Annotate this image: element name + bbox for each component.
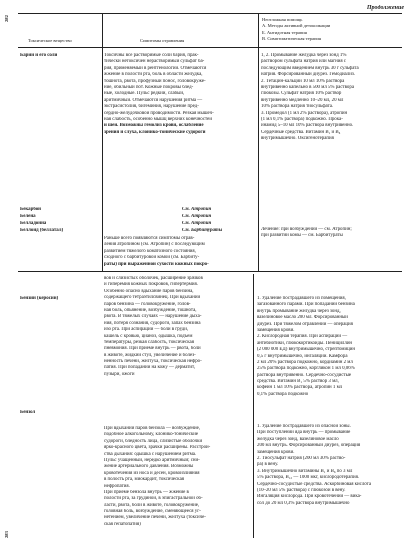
text-line: сол до 20 мл 0,3% раствора внутримышечно <box>257 500 350 506</box>
text-line: развитием тяжелого коматозного состояния, <box>104 248 196 254</box>
text-line: ра) в вену. <box>257 462 279 468</box>
text-line: рия, применяемый в рентгенологии. Отмечаются <box>104 65 207 71</box>
text-line: Особенно опасно вдыхание паров бензина, <box>104 288 194 294</box>
text-line: 1, 2. Промывание желудка через зонд 1% <box>261 53 347 58</box>
text-line: содержащего тетраэтилсвинец. При вдыхании <box>104 295 201 301</box>
column-divider-1 <box>102 13 103 271</box>
text-line: ления атропином (см. Атропин) с последующим <box>104 242 205 248</box>
text-line: 25% раствора подкожно, коргликон 1 мл 0,06% <box>257 366 355 372</box>
text-line: головная боль, возбуждение, сменяющееся уг- <box>104 509 201 515</box>
text-line: нетением, увеличение печени, желтуха (токсиче- <box>104 515 206 521</box>
text-line: кровотечения из носа и десен, кровоизлияния <box>104 470 200 476</box>
text-line: (2 000 000 ЕД) внутримышечно, стрептомицин <box>257 347 355 353</box>
text-line: температуры, резкая слабость, токсическая <box>104 339 194 345</box>
text-line: Сердечные средства. Витамин B₁ и B₆ <box>261 129 341 135</box>
text-line: ные, холодные. Пульс редкий, слабый, <box>104 91 185 97</box>
header-treatment-item: В. Симптоматическая терапия <box>262 36 321 42</box>
text-line: жжение в полости рта, боль в области желудка, <box>104 72 203 78</box>
treatment-text <box>261 53 403 142</box>
text-line: аритмичный. Отмечаются нарушения ритма — <box>104 97 203 103</box>
text-line: в животе, жидкий стул, увеличение и болез- <box>104 352 196 358</box>
text-line: Токсичны все растворимые соли бария, прак- <box>104 53 199 58</box>
text-line: При приеме бензола внутрь — жжение в <box>104 489 189 495</box>
header-bottom-rule <box>18 47 402 48</box>
text-line: раствора внутривенно. Сердечно-сосудистые <box>257 372 352 378</box>
text-line: ние, обильный пот. Кожные покровы блед- <box>104 84 194 90</box>
see-reference: См. Атропин <box>182 221 212 226</box>
text-line: нефропатия. <box>104 483 130 489</box>
text-line: средства. Витамин B₁ 5% раствор 3 мл, <box>257 379 339 385</box>
text-line: 2. Тетацин-кальций 10 мл 10% раствора <box>261 78 345 84</box>
text-line: тошнота, рвота, профузный понос, головокруже- <box>104 78 206 84</box>
text-line: жение артериального давления. Возможны <box>104 464 194 470</box>
text-line: паров бензина — головокружение, голов- <box>104 301 191 307</box>
text-line: инамид 5–10 мл 10% раствора внутривенно. <box>261 123 354 129</box>
text-line: вов и слизистых оболочек, расширение зрачков <box>104 276 203 281</box>
text-line: 3. Промедол (1 мл 2% раствора), атропин <box>261 110 348 116</box>
text-line: раты) при выраженной сухости кожных покро- <box>104 261 209 267</box>
text-line: замещения крови. <box>257 449 295 455</box>
substance-name: Белладонна <box>20 221 47 226</box>
text-line: ная боль, опьянение, возбуждение, тошнота, <box>104 307 197 313</box>
text-line: внутримышечно. Оксигенотерапия <box>261 136 334 142</box>
text-line: 2. Тиосульфат натрия (200 мл 30% раство- <box>257 455 346 461</box>
substance-name: Бензин (керосин) <box>20 296 59 301</box>
header-treatment-item: Б. Антидотная терапия <box>262 29 307 35</box>
text-line: Сердечно-сосудистые средства. Аскорбиновая кислота <box>257 481 372 487</box>
text-line: сходного с барбитуровой комой (см. Барбиту- <box>104 255 200 261</box>
substance-name: Барий и его соли <box>20 53 58 58</box>
text-line: подобное алкогольному, клонико-тонические <box>104 432 199 438</box>
text-line: 1. Удаление пострадавшего из помещения, <box>257 296 346 301</box>
text-line: 0,1% раствора подкожно <box>257 391 309 397</box>
text-line: ская гепатопатия) <box>104 521 141 527</box>
substance-name: Белена <box>20 214 36 219</box>
text-line: при развитии комы — см. Барбитураты <box>261 233 343 239</box>
text-line: кашель с кровью, цианоз, одышка, подъем <box>104 333 193 339</box>
text-line: и гиперемия кожных покровов, гипертермия. <box>104 282 198 288</box>
text-line: ненность печени, желтуха, токсическая нефро- <box>104 359 202 365</box>
text-line: последующим введением внутрь 30 г сульфата <box>261 65 359 71</box>
text-line: 2 мл 20% раствора подкожно, кордиамин 2 мл <box>257 359 353 365</box>
text-line: ния, потеря сознания, судороги, запах бензина <box>104 320 201 326</box>
see-reference: См. Барбитураты <box>182 228 223 233</box>
text-line: кофеин 1 мл 10% раствора, атропин 1 мл <box>257 385 343 391</box>
substance-name: Бекарбон <box>20 207 41 212</box>
text-line: изо рта. При аспирации — боли в груди, <box>104 327 189 333</box>
section-separator <box>18 271 402 272</box>
text-line: внутривенно капельно в 500 мл 5% раствора <box>261 84 354 90</box>
header-symptoms: Симптомы отравления <box>140 38 185 43</box>
text-line: и шеи. Возможны гемолиз крови, ослабление <box>104 123 204 129</box>
text-line: диурез. При тяжелом отравлении — операция <box>257 321 353 327</box>
text-line: раствором сульфата натрия или магния с <box>261 59 346 65</box>
symptoms-text <box>104 53 256 136</box>
text-line: 5% раствора, B₁₂ — 1000 мкг, кислородотерапия. <box>257 475 360 481</box>
running-head: Продолжение <box>366 5 404 11</box>
text-line: Пульс учащенный, нередко аритмичный; сни- <box>104 457 200 463</box>
text-line: ства дыхания: одышка с нарушением ритма. <box>104 451 197 457</box>
text-line: 3. Внутримышечно витамины B₁ и B₆ по 3 мл <box>257 468 353 474</box>
text-line: экстрасистолия, бигеминия, нарушение пред- <box>104 104 199 110</box>
text-line: (10–20 мл 5% раствора) с глюкозой в вену. <box>257 487 346 493</box>
text-line: сердно-желудочковой проводимости. Резкая мышеч- <box>104 110 214 116</box>
see-reference: См. Атропин <box>182 214 212 219</box>
text-line: Лечение: при возбуждении — см. Атропин; <box>261 227 352 232</box>
header-treatment-item: A. Методы активной детоксикации <box>262 23 331 29</box>
header-substance: Токсическое вещество <box>28 38 72 43</box>
benzol-symptoms <box>104 426 250 528</box>
belloid-treatment <box>261 227 403 240</box>
text-line: судороги, бледность лица, слизистые оболочки <box>104 438 203 444</box>
text-line: рвота. В тяжелых случаях — нарушение дыха- <box>104 314 202 320</box>
text-line: Ингаляция кислорода. При кровотечении — вика- <box>257 494 362 500</box>
benzol-treatment <box>257 424 403 507</box>
text-line: загазованного парами. При попадании бензина <box>257 302 355 308</box>
text-line: внутривенно медленно 10–20 мл, 20 мл <box>261 97 344 103</box>
page-number-top: 282 <box>4 15 9 22</box>
text-line: Раньше всего появляются симптомы отрав- <box>104 236 195 241</box>
text-line: полости рта, за грудиной, в эпигастральной об- <box>104 496 203 502</box>
text-line: (1 мл 0,1% раствора) подкожно. Прока- <box>261 116 343 122</box>
text-line: замещения крови. <box>257 327 295 333</box>
text-line: в полость рта, миокардит, токсическая <box>104 477 185 483</box>
text-line: пузыри, ожоги <box>104 371 135 377</box>
text-line: ярко-красного цвета, зрачки расширены. Расстрой- <box>104 445 211 451</box>
text-line: внутрь промывание желудка через зонд, <box>257 308 341 314</box>
benzin-treatment <box>257 296 403 398</box>
header-treatment-title: Неотложная помощь <box>262 17 303 22</box>
text-line: вазелиновое масло 200 мл. Форсированный <box>257 315 348 321</box>
benzin-symptoms <box>104 276 250 378</box>
text-line: 10% раствора натрия тиосульфата. <box>261 104 334 110</box>
table-top-rule <box>18 13 402 14</box>
column-divider-2 <box>258 13 259 271</box>
text-line: 0,5 г внутримышечно, ингаляции. Камфора <box>257 353 348 359</box>
belloid-symptoms <box>104 236 256 268</box>
text-line: 1. Удаление пострадавшего из опасной зоны. <box>257 424 351 429</box>
text-line: 2. Кислородная терапия. При аспирации — <box>257 334 348 340</box>
substance-name: Беллоид (беллатал) <box>20 228 64 233</box>
header-treatment <box>262 17 330 43</box>
text-line: пневмония. При приеме внутрь — рвота, боли <box>104 346 201 352</box>
text-line: тически нетоксичен нерастворимый сульфат ба- <box>104 59 205 65</box>
text-line: натрия. Форсированный диурез. Гемодиализ. <box>261 72 355 78</box>
page-number-bottom: 283 <box>4 531 9 538</box>
column-divider-lower <box>253 274 254 538</box>
text-line: патия. При попадании на кожу — дерматит, <box>104 365 196 371</box>
text-line: При поступлении яда внутрь — промывание <box>257 430 351 436</box>
text-line: антибиотики, глюкокортикоиды. Пенициллин <box>257 340 353 346</box>
text-line: желудка через зонд, вазелиновое масло <box>257 436 339 442</box>
text-line: ная слабость, особенно мышц верхних конечностей <box>104 116 212 122</box>
see-reference: См. Атропин <box>182 207 212 212</box>
text-line: зрения и слуха, клонико-тонические судороги <box>104 129 206 135</box>
substance-name: Бензол <box>20 410 36 415</box>
text-line: При вдыхании паров бензола — возбуждение, <box>104 426 201 431</box>
text-line: 200 мл внутрь. Форсированный диурез, операция <box>257 443 361 449</box>
text-line: глюкозы. Сульфат натрия 10% раствор <box>261 91 342 97</box>
text-line: ласти, рвота, боли в животе, головокружение, <box>104 502 200 508</box>
